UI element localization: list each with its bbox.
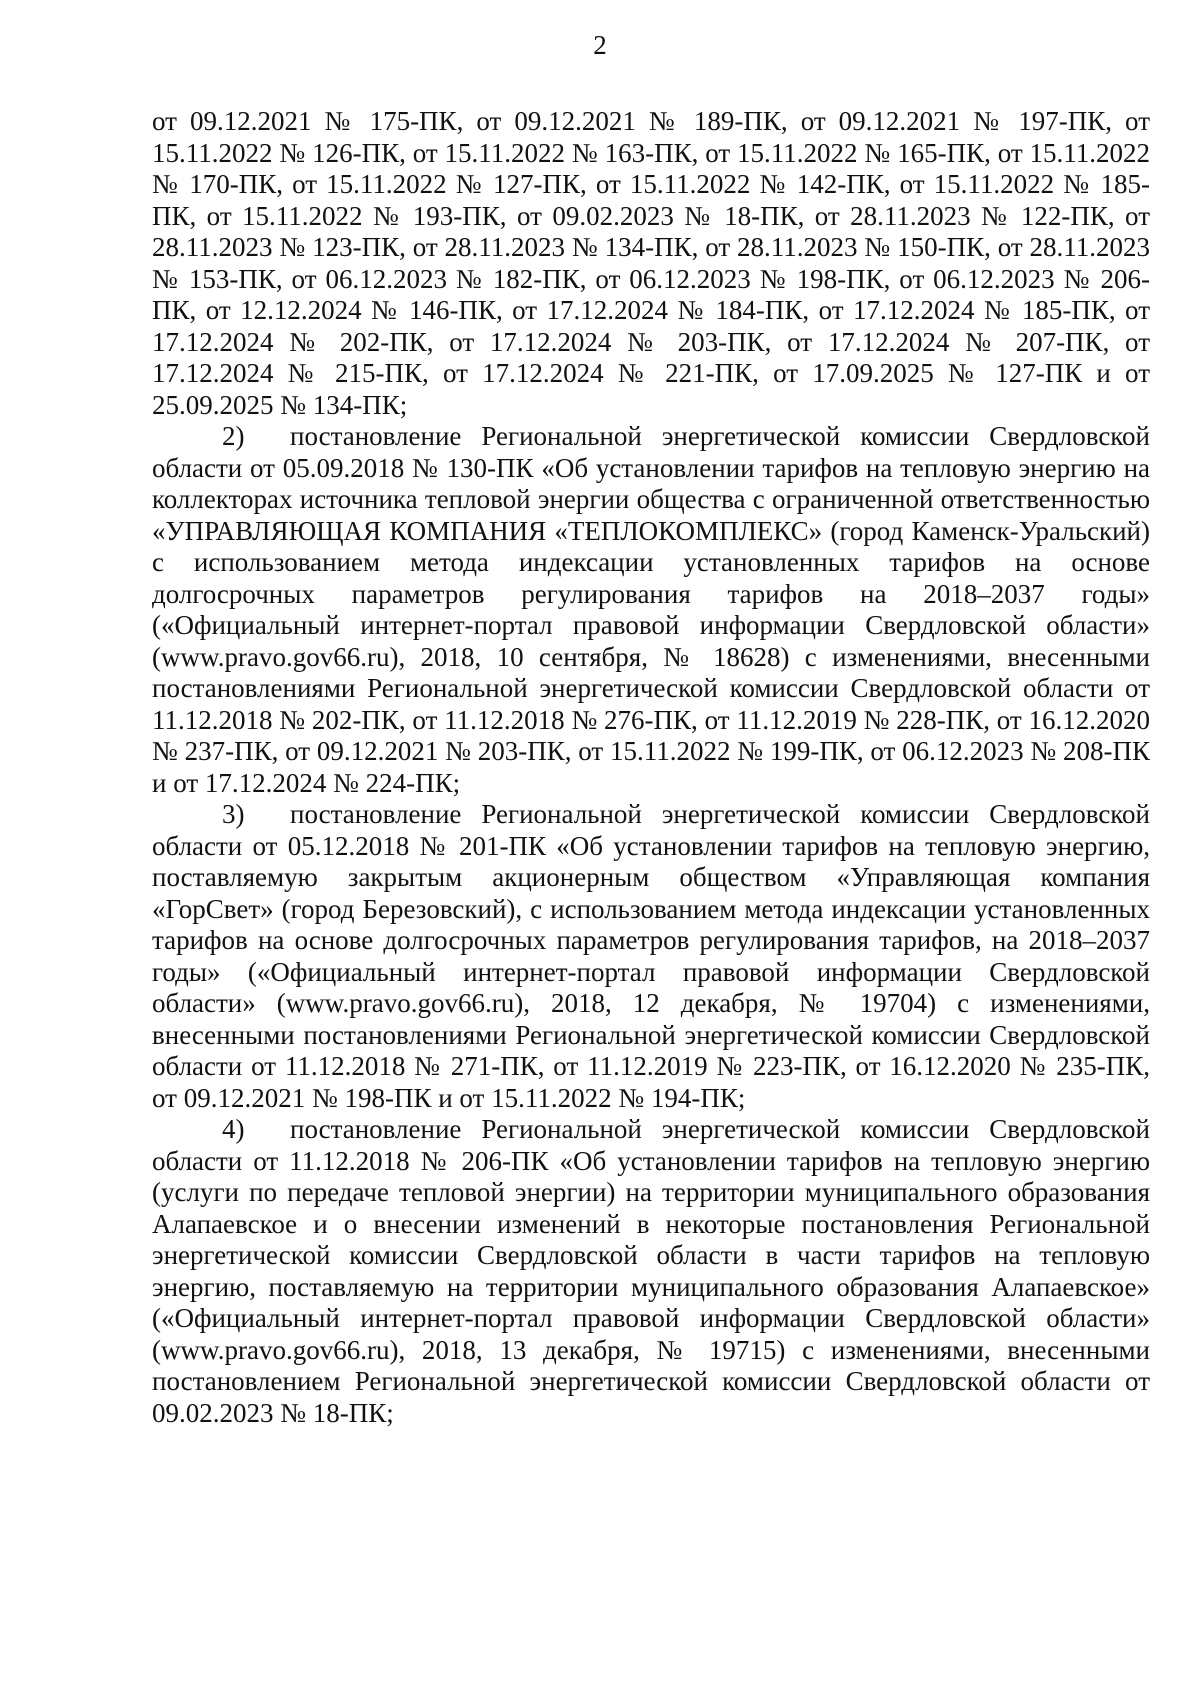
paragraph-item-2 (152, 421, 1150, 799)
paragraph-item-3 (152, 799, 1150, 1114)
paragraph-text: постановление Региональной энергетической комиссии Свердловской области от 11.12.2018 № 206-ПК «Об установлении тарифов на тепловую энергию (услуги по передаче тепловой энергии) на территории муниципального образования Алапаевское и о внесении изменений в некоторые постановления Региональной энергетической комиссии Свердловской области в части тарифов на тепловую энергию, поставляемую на территории муниципального образования Алапаевское» («Официальный интернет-портал правовой информации Свердловской области» (www.pravo.gov66.ru), 2018, 13 декабря, № 19715) с изменениями, внесенными постановлением Региональной энергетической комиссии Свердловской области от 09.02.2023 № 18-ПК; (152, 1114, 1150, 1428)
item-number: 4) (222, 1114, 245, 1144)
paragraph-text: от 09.12.2021 № 175-ПК, от 09.12.2021 № 189-ПК, от 09.12.2021 № 197-ПК, от 15.11.2022 № 126-ПК, от 15.11.2022 № 163-ПК, от 15.11.2022 № 165-ПК, от 15.11.2022 № 170-ПК, от 15.11.2022 № 127-ПК, от 15.11.2022 № 142-ПК, от 15.11.2022 № 185-ПК, от 15.11.2022 № 193-ПК, от 09.02.2023 № 18-ПК, от 28.11.2023 № 122-ПК, от 28.11.2023 № 123-ПК, от 28.11.2023 № 134-ПК, от 28.11.2023 № 150-ПК, от 28.11.2023 № 153-ПК, от 06.12.2023 № 182-ПК, от 06.12.2023 № 198-ПК, от 06.12.2023 № 206-ПК, от 12.12.2024 № 146-ПК, от 17.12.2024 № 184-ПК, от 17.12.2024 № 185-ПК, от 17.12.2024 № 202-ПК, от 17.12.2024 № 203-ПК, от 17.12.2024 № 207-ПК, от 17.12.2024 № 215-ПК, от 17.12.2024 № 221-ПК, от 17.09.2025 № 127-ПК и от 25.09.2025 № 134-ПК; (152, 106, 1150, 420)
item-number: 2) (222, 421, 245, 451)
paragraph-text: постановление Региональной энергетической комиссии Свердловской области от 05.09.2018 № 130-ПК «Об установлении тарифов на тепловую энергию на коллекторах источника тепловой энергии общества с ограниченной ответственностью «УПРАВЛЯЮЩАЯ КОМПАНИЯ «ТЕПЛОКОМПЛЕКС» (город Каменск-Уральский) с использованием метода индексации установленных тарифов на основе долгосрочных параметров регулирования тарифов на 2018–2037 годы» («Официальный интернет-портал правовой информации Свердловской области» (www.pravo.gov66.ru), 2018, 10 сентября, № 18628) с изменениями, внесенными постановлениями Региональной энергетической комиссии Свердловской области от 11.12.2018 № 202-ПК, от 11.12.2018 № 276-ПК, от 11.12.2019 № 228-ПК, от 16.12.2020 № 237-ПК, от 09.12.2021 № 203-ПК, от 15.11.2022 № 199-ПК, от 06.12.2023 № 208-ПК и от 17.12.2024 № 224-ПК; (152, 421, 1150, 798)
item-number: 3) (222, 799, 245, 829)
paragraph-item-4 (152, 1114, 1150, 1429)
paragraph-continuation (152, 106, 1150, 421)
page-number: 2 (593, 30, 607, 60)
paragraph-text: постановление Региональной энергетической комиссии Свердловской области от 05.12.2018 № 201-ПК «Об установлении тарифов на тепловую энергию, поставляемую закрытым акционерным обществом «Управляющая компания «ГорСвет» (город Березовский), с использованием метода индексации установленных тарифов на основе долгосрочных параметров регулирования тарифов, на 2018–2037 годы» («Официальный интернет-портал правовой информации Свердловской области» (www.pravo.gov66.ru), 2018, 12 декабря, № 19704) с изменениями, внесенными постановлениями Региональной энергетической комиссии Свердловской области от 11.12.2018 № 271-ПК, от 11.12.2019 № 223-ПК, от 16.12.2020 № 235-ПК, от 09.12.2021 № 198-ПК и от 15.11.2022 № 194-ПК; (152, 799, 1150, 1113)
document-body (152, 106, 1150, 1429)
